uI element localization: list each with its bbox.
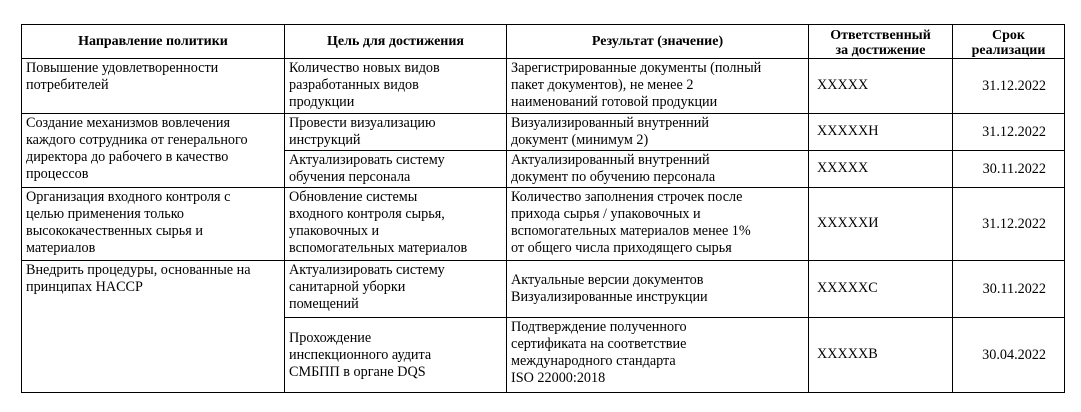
result-cell xyxy=(507,318,809,393)
cell-line: Актуализировать систему xyxy=(289,262,445,278)
direction-cell xyxy=(22,261,285,393)
cell-line: вспомогательных материалов xyxy=(289,240,468,256)
header-result: Результат (значение) xyxy=(507,25,809,59)
cell-line: пакет документов), не менее 2 xyxy=(511,77,694,93)
cell-line: упаковочных и xyxy=(289,223,380,239)
result-cell xyxy=(507,59,809,114)
header-deadline-line2: реализации xyxy=(971,43,1046,58)
cell-line: Прохождение xyxy=(289,329,372,346)
deadline-cell: 31.12.2022 xyxy=(953,114,1065,151)
header-responsible xyxy=(809,25,953,59)
direction-cell xyxy=(22,59,285,114)
responsible-cell: XXXXXC xyxy=(809,261,953,318)
cell-line: документ по обучению персонала xyxy=(511,169,716,185)
cell-line: процессов xyxy=(26,166,89,182)
table-row xyxy=(22,59,1065,114)
cell-line: Повышение удовлетворенности xyxy=(26,60,219,76)
responsible-cell: XXXXXH xyxy=(809,114,953,151)
direction-cell xyxy=(22,114,285,188)
deadline-cell: 31.12.2022 xyxy=(953,59,1065,114)
cell-line: инструкций xyxy=(289,132,361,148)
responsible-cell: XXXXXB xyxy=(809,318,953,393)
header-responsible-line1: Ответственный xyxy=(830,28,931,43)
cell-line: санитарной уборки xyxy=(289,279,406,295)
cell-line: Количество заполнения строчек после xyxy=(511,189,743,205)
result-cell xyxy=(507,114,809,151)
cell-line: прихода сырья / упаковочных и xyxy=(511,206,701,222)
cell-line: директора до рабочего в качество xyxy=(26,149,229,165)
goal-cell xyxy=(285,318,507,393)
cell-line: инспекционного аудита xyxy=(289,346,432,363)
cell-line: СМБПП в органе DQS xyxy=(289,363,426,380)
deadline-cell: 30.11.2022 xyxy=(953,261,1065,318)
cell-line: материалов xyxy=(26,240,96,256)
cell-line: целью применения только xyxy=(26,206,185,222)
header-goal: Цель для достижения xyxy=(285,25,507,59)
header-deadline-line1: Срок xyxy=(992,28,1025,43)
cell-line: принципах HACCP xyxy=(26,279,143,295)
result-cell xyxy=(507,188,809,261)
policy-objectives-table xyxy=(21,24,1065,393)
deadline-cell: 30.11.2022 xyxy=(953,151,1065,188)
goal-cell xyxy=(285,151,507,188)
deadline-cell: 30.04.2022 xyxy=(953,318,1065,393)
cell-line: сертификата на соответствие xyxy=(511,336,687,352)
result-cell xyxy=(507,261,809,318)
cell-line: от общего числа приходящего сырья xyxy=(511,240,732,256)
header-direction: Направление политики xyxy=(22,25,285,59)
table-row xyxy=(22,261,1065,318)
cell-line: обучения персонала xyxy=(289,169,411,185)
cell-line: Визуализированные инструкции xyxy=(511,289,708,305)
cell-line: входного контроля сырья, xyxy=(289,206,445,222)
responsible-cell: XXXXX xyxy=(809,151,953,188)
responsible-cell: XXXXX xyxy=(809,59,953,114)
cell-line: высококачественных сырья и xyxy=(26,223,203,239)
cell-line: Актуальные версии документов xyxy=(511,272,704,288)
cell-line: потребителей xyxy=(26,77,109,93)
cell-line: документ (минимум 2) xyxy=(511,132,649,148)
cell-line: Актуализированный внутренний xyxy=(511,152,710,168)
cell-line: ISO 22000:2018 xyxy=(511,370,606,386)
deadline-cell: 31.12.2022 xyxy=(953,188,1065,261)
header-row xyxy=(22,25,1065,59)
table-row xyxy=(22,114,1065,151)
cell-line: наименований готовой продукции xyxy=(511,94,718,110)
goal-cell xyxy=(285,114,507,151)
cell-line: каждого сотрудника от генерального xyxy=(26,132,248,148)
table-row xyxy=(22,188,1065,261)
cell-line: вспомогательных материалов менее 1% xyxy=(511,223,751,239)
cell-line: Зарегистрированные документы (полный xyxy=(511,60,762,76)
responsible-cell: XXXXXИ xyxy=(809,188,953,261)
result-cell xyxy=(507,151,809,188)
cell-line: Внедрить процедуры, основанные на xyxy=(26,262,251,278)
cell-line: продукции xyxy=(289,94,355,110)
cell-line: Актуализировать систему xyxy=(289,152,445,168)
cell-line: Подтверждение полученного xyxy=(511,319,687,335)
direction-cell xyxy=(22,188,285,261)
cell-line: Количество новых видов xyxy=(289,60,440,76)
cell-line: разработанных видов xyxy=(289,77,419,93)
header-deadline xyxy=(953,25,1065,59)
cell-line: международного стандарта xyxy=(511,353,676,369)
cell-line: Организация входного контроля с xyxy=(26,189,231,205)
cell-line: помещений xyxy=(289,296,359,312)
cell-line: Создание механизмов вовлечения xyxy=(26,115,231,131)
header-responsible-line2: за достижение xyxy=(835,43,926,58)
cell-line: Визуализированный внутренний xyxy=(511,115,709,131)
cell-line: Обновление системы xyxy=(289,189,418,205)
goal-cell xyxy=(285,188,507,261)
goal-cell xyxy=(285,59,507,114)
cell-line: Провести визуализацию xyxy=(289,115,436,131)
goal-cell xyxy=(285,261,507,318)
